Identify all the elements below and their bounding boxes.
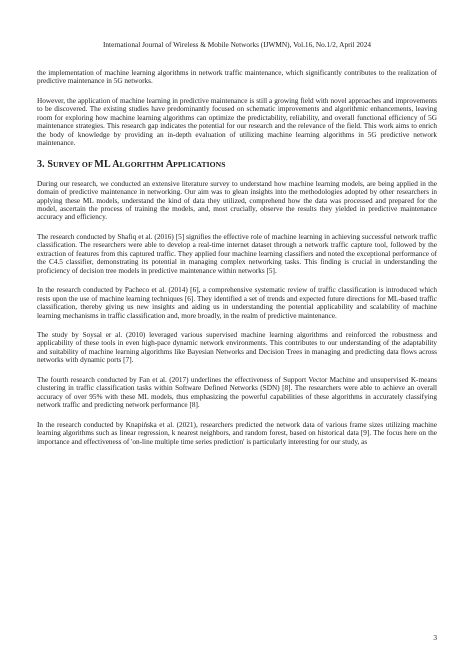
section-title-part: URVEY OF bbox=[52, 159, 95, 169]
section-title-part: ML A bbox=[94, 158, 120, 170]
paragraph: The fourth research conducted by Fan et al. (2017) underlines the effectiveness of Support Vector Machine and unsupervised K-means clustering in traffic classification tasks within Software Defined Networks (SDN) [8]. The researchers were able to achieve an overall accuracy of over 95% with these ML models, thus emphasizing the powerful capabilities of these algorithms in accurately classifying network traffic and predicting network performance [8]. bbox=[37, 375, 437, 410]
paragraph: The study by Soysal er al. (2010) leveraged various supervised machine learning algorithms and reinforced the robustness and applicability of these tools in even high-pace dynamic network environments. This contributes to our understanding of the adaptability and suitability of machine learning algorithms like Bayesian Networks and Decision Trees in managing and predicting data flows across networks with dynamic ports [7]. bbox=[37, 330, 437, 365]
section-title-part: PPLICATIONS bbox=[173, 159, 226, 169]
section-number: 3. bbox=[37, 158, 45, 170]
section-heading bbox=[37, 159, 437, 171]
paragraph: During our research, we conducted an extensive literature survey to understand how machine learning models, are being applied in the domain of predictive maintenance in networking. Our aim was to glean insights into the methodologies adopted by other researchers in applying these ML models, understand the kind of data they utilized, comprehend how the data was processed and prepared for the model, ascertain the process of training the models, and, most crucially, observe the results they yielded in predictive maintenance accuracy and efficiency. bbox=[37, 179, 437, 222]
page-body bbox=[37, 69, 437, 457]
section-title-part: A bbox=[165, 158, 174, 170]
paragraph: In the research conducted by Knapińska et al. (2021), researchers predicted the network data of various frame sizes utilizing machine learning algorithms such as linear regression, k nearest neighbors, and random forest, based on historical data [9]. The focus here on the importance and effectiveness of 'on-line multiple time series prediction' is particularly interesting for our study, as bbox=[37, 420, 437, 446]
page-number: 3 bbox=[433, 633, 437, 642]
section-title-part: LGORITHM bbox=[119, 159, 166, 169]
section-title-part: S bbox=[47, 158, 53, 170]
paragraph: The research conducted by Shafiq et al. (2016) [5] signifies the effective role of machine learning in achieving successful network traffic classification. The researchers were able to develop a real-time internet dataset through a network traffic capture tool, followed by the extraction of features from this captured traffic. They applied four machine learning classifiers and noted the exceptional performance of the C4.5 classifier, demonstrating its potential in managing complex networking tasks. This finding is crucial in understanding the proficiency of decision tree models in predictive maintenance within networks [5]. bbox=[37, 232, 437, 275]
paragraph: the implementation of machine learning algorithms in network traffic maintenance, which significantly contributes to the realization of predictive maintenance in 5G networks. bbox=[37, 69, 437, 86]
paragraph: However, the application of machine learning in predictive maintenance is still a growing field with novel approaches and improvements to be discovered. The existing studies have predominantly focused on schematic improvements and algorithmic enhancements, leaving room for exploring how machine learning algorithms can optimize the predictability, reliability, and overall functional efficiency of 5G maintenance strategies. This research gap indicates the potential for our research and the relevance of the field. This work aims to enrich the body of knowledge by providing an in-depth evaluation of utilizing machine learning algorithms in 5G predictive network maintenance. bbox=[37, 96, 437, 148]
paragraph: In the research conducted by Pacheco et al. (2014) [6], a comprehensive systematic review of traffic classification is introduced which rests upon the use of machine learning techniques [6]. They identified a set of trends and expected future directions for ML-based traffic classification, thereby giving us new insights and aiding us in understanding the potential applicability and scalability of machine learning mechanisms in traffic classification and, more broadly, in the realm of predictive maintenance. bbox=[37, 286, 437, 320]
running-header: International Journal of Wireless & Mobile Networks (IJWMN), Vol.16, No.1/2, April 2024 bbox=[102, 40, 372, 49]
